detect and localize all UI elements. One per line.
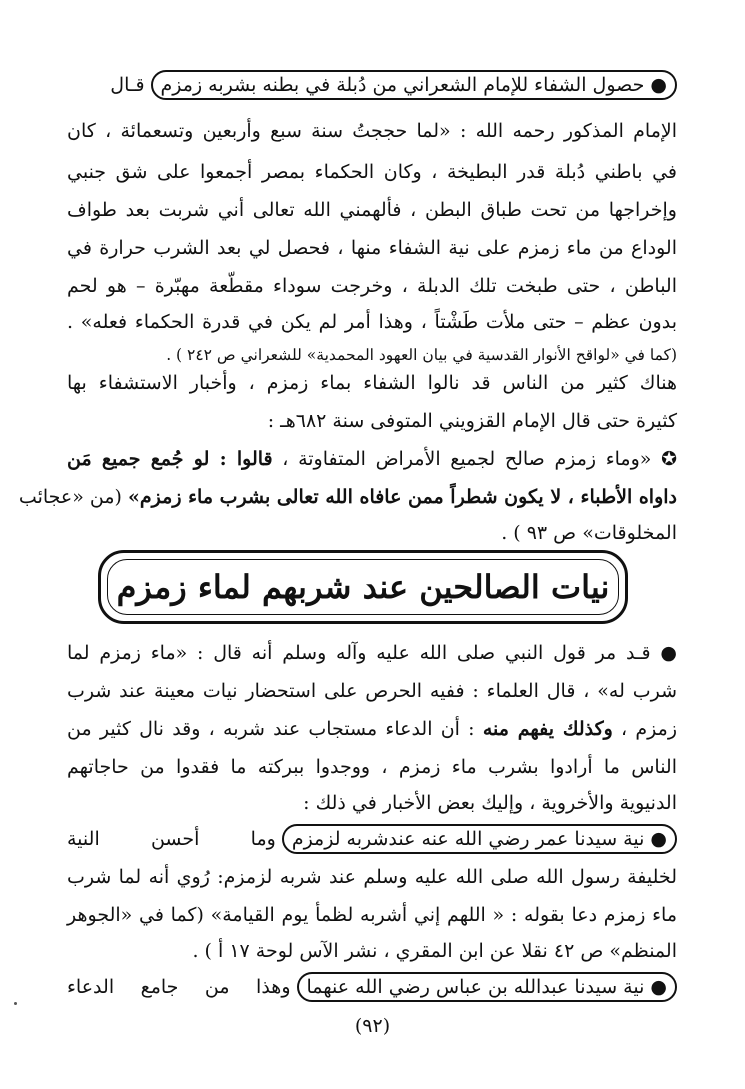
- quote-line: داواه الأطباء ، لا يكون شطراً ممن عافاه الله تعالى بشرب ماء زمزم» (من «عجائب: [18, 486, 677, 508]
- quote-line: ✪ «وماء زمزم صالح لجميع الأمراض المتفاوتة ، قالوا : لو جُمع جميع مَن: [67, 448, 677, 470]
- text-line: ● قـد مر قول النبي صلى الله عليه وآله وسلم أنه قال : «ماء زمزم لما: [67, 642, 677, 664]
- text-line: الوداع من ماء زمزم على نية الشفاء منها ، فحصل لي بعد الشرب حرارة في: [67, 237, 677, 259]
- text-line: الدنيوية والأخروية ، وإليك بعض الأخبار في ذلك :: [303, 792, 677, 814]
- page-number: (٩٢): [354, 1015, 391, 1037]
- text-line: شرب له» ، قال العلماء : ففيه الحرص على استحضار نيات معينة عند شرب: [67, 680, 677, 702]
- section-heading-pill: ● نية سيدنا عمر رضي الله عنه عندشربه لزمزم: [282, 824, 677, 854]
- text-line: كثيرة حتى قال الإمام القزويني المتوفى سنة ٦٨٢هـ :: [267, 410, 677, 432]
- text-line: الناس ما أرادوا بشرب ماء زمزم ، ووجدوا ببركته ما فقدوا من حاجاتهم: [67, 756, 677, 778]
- section-heading-pill: ● حصول الشفاء للإمام الشعراني من دُبلة في بطنه بشربه زمزم: [151, 70, 677, 100]
- heading-ibn-abbas: ● نية سيدنا عبدالله بن عباس رضي الله عنهماوهذا من جامع الدعاء: [67, 968, 677, 1006]
- text-line: المنظم» ص ٤٢ نقلا عن ابن المقري ، نشر الآس لوحة ١٧ أ ) .: [192, 940, 677, 962]
- text-line: الإمام المذكور رحمه الله : «لما حججتُ سنة سبع وأربعين وتسعمائة ، كان: [67, 120, 677, 142]
- text-line: هناك كثير من الناس قد نالوا الشفاء بماء زمزم ، وأخبار الاستشفاء بها: [67, 372, 677, 394]
- text-line: المخلوقات» ص ٩٣ ) .: [501, 522, 677, 544]
- text-line: بدون عظم – حتى ملأت طَشْتاً ، وهذا أمر لم يكن في قدرة الحكماء فعله» .: [67, 311, 677, 333]
- text-line: في باطني دُبلة قدر البطيخة ، وكان الحكماء بمصر أجمعوا على شق جنبي: [67, 161, 677, 183]
- text-line: ماء زمزم دعا بقوله : « اللهم إني أشربه لظمأ يوم القيامة» (كما في «الجوهر: [67, 904, 677, 926]
- chapter-title-banner: [98, 550, 628, 624]
- section-heading-pill: ● نية سيدنا عبدالله بن عباس رضي الله عنهما: [297, 972, 678, 1002]
- text-line: لخليفة رسول الله صلى الله عليه وسلم عند شربه لزمزم: رُوي أنه لما شرب: [67, 866, 677, 888]
- chapter-title: نيات الصالحين عند شربهم لماء زمزم: [107, 559, 619, 615]
- text-line: زمزم ، وكذلك يفهم منه : أن الدعاء مستجاب عند شربه ، وقد نال كثير من: [67, 718, 678, 740]
- citation-line: (كما في «لواقح الأنوار القدسية في بيان العهود المحمدية» للشعراني ص ٢٤٢ ) .: [166, 346, 677, 364]
- heading-umar: ● نية سيدنا عمر رضي الله عنه عندشربه لزمزموما أحسن النية: [67, 820, 677, 858]
- text-line: وإخراجها من تحت طباق البطن ، فألهمني الله تعالى أني شربت بعد طواف: [67, 199, 677, 221]
- text-line: الباطن ، حتى طبخت تلك الدبلة ، وخرجت سوداء مقطّعة مهبّرة – هو لحم: [67, 275, 677, 297]
- margin-mark: [14, 1002, 17, 1005]
- heading-sha3rani: ● حصول الشفاء للإمام الشعراني من دُبلة في بطنه بشربه زمزمقـال: [67, 66, 677, 104]
